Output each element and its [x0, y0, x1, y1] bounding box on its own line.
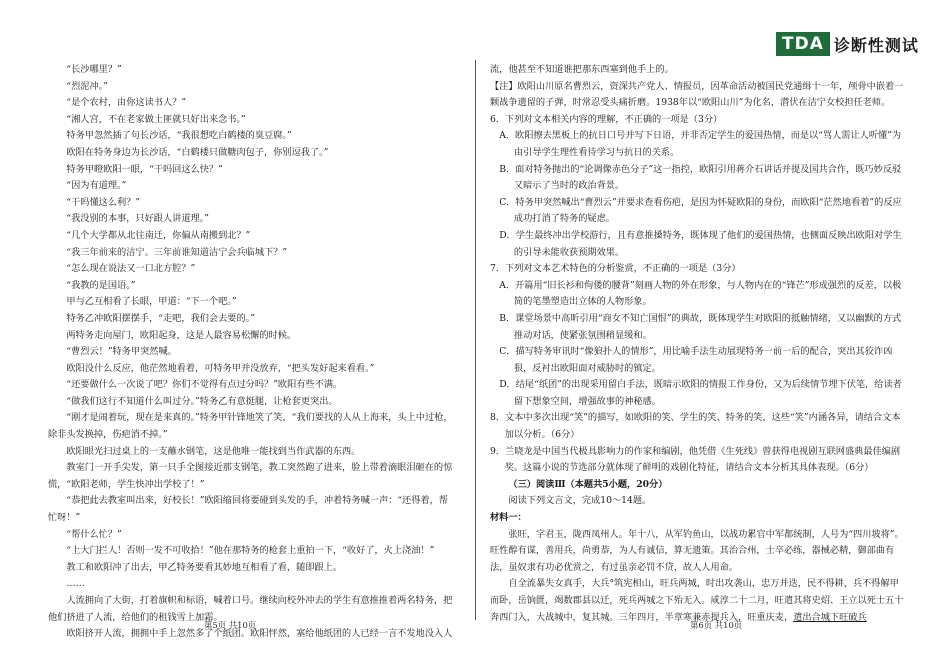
brand-title: 诊断性测试: [833, 35, 919, 55]
story-paragraph: “长沙哪里？”: [66, 64, 122, 75]
story-note: 【注】欧阳山川原名曹烈云，资深共产党人、情报员，因革命活动被国民党通缉十一年，颅骨中嵌着一颗战争遗留的子弹，时常忍受头痛折磨。1938年以“欧阳山川”为化名，潜伏在洁宁女校担任老师。: [490, 80, 904, 109]
answer-option: A．开篇用“旧长衫和佝偻的腰背”刻画人物的外在形象，与人物内在的“锋芒”形成强烈的反差，以极简的笔墨塑造出立体的人物形象。: [499, 279, 902, 308]
answer-option: B．课堂场景中高昕引用“商女不知亡国恨”的典故，既体现学生对欧阳的抵触情绪，又以幽默的方式推动对话，使紧张氛围稍显缓和。: [499, 312, 902, 341]
left-column: [48, 62, 453, 643]
story-paragraph: 教室门一开手尖发，第一只手全图接近那支钢笔，教工突然跑了进来，脸上带着滴眼泪砸在的惊慌，“欧阳老师，学生快冲出学校了！”: [48, 462, 453, 490]
question-9: 9．兰晓龙是中国当代极具影响力的作家和编剧，他凭借《生死线》曾获得电视剧互联网盛典最佳编剧奖。这篇小说的节选部分就体现了鲜明的戏剧化特征，请结合文本分析其具体表现。（6分）: [490, 445, 901, 474]
story-paragraph: 特务甲忽然插了句长沙话，“我很想吃白鹤楼的臭豆腐。”: [66, 130, 292, 142]
story-paragraph: “干吗懂这么利？”: [66, 196, 141, 208]
story-paragraph: ……: [66, 578, 85, 590]
story-paragraph: 两特务走向屋门，欧阳起身，这是人最容易松懈的时候。: [66, 329, 297, 341]
story-paragraph: “是个农村，由你这读书人？”: [66, 97, 187, 109]
answer-option: D．结尾“纸团”的出现采用留白手法，既暗示欧阳的情报工作身份，又为后续情节埋下伏笔，给读者留下想象空间，增强故事的神秘感。: [499, 379, 902, 407]
page-number-right: 第6页 共10页: [690, 620, 743, 630]
story-paragraph: “我三年前来的洁宁。三年前谁知道洁宁会兵临城下？”: [66, 246, 288, 258]
story-paragraph: “因为有道理。”: [66, 180, 127, 192]
story-paragraph: 人流拥向了大街，打着旗帜和标语，喊着口号。继续向校外冲去的学生有意推推着两名特务，把他们挤进了人流，给他们的租钱雪上加霜。: [48, 595, 453, 623]
story-paragraph: “我没别的本事，只好跟人讲道理。”: [66, 213, 209, 225]
story-paragraph: “湘人宫，不在老家做土匪就只好出来念书。”: [66, 113, 246, 125]
story-paragraph: “做我们这行不知道什么叫过分。”特务乙有意挺腿，让枪套更突出。: [66, 395, 338, 407]
answer-option: B．面对特务抛出的“论调像赤色分子”这一指控，欧阳引用蒋介石讲话并提及国共合作，既巧妙反驳又暗示了当时的政治背景。: [499, 163, 902, 192]
story-paragraph: “我教的是国语。”: [66, 279, 136, 291]
section-heading: （三）阅读Ⅲ（本题共5小题，20分）: [508, 478, 668, 490]
question-6-options: [490, 128, 908, 261]
story-paragraph: 特务乙冲欧阳摆摆手，“走吧，我们会去要的。”: [66, 312, 255, 324]
answer-option: D．学生最终冲出学校游行，且有意推搡特务，既体现了他们的爱国热情，也侧面反映出欧阳对学生的引导未能收获预期效果。: [499, 229, 902, 258]
story-paragraph: “恭把此去教室叫出来，好校长！”欧阳缩回将要碰到头发的手，冲着特务喊一声：“还得着，帮忙呀！”: [48, 495, 448, 524]
material-label: 材料一：: [490, 512, 527, 524]
story-paragraph: “曹烈云！”特务甲突然喊。: [66, 346, 177, 358]
classical-paragraph: 自全流暴失女真手，大兵°筑宪相山，旺兵两城，时出攻袭山，忠万并迭，民不得耕，兵不得解甲而卧，岳饷匮，竭数郡县以迁，死兵两城之下殆无入。咸淳二十二月，旺遣其将史炤、王立以死士五十奔西门入，大战城中，复其城。三年四月，半章寒兼赤提兵入，旺重庆麦，遣出合城下旺破兵: [490, 578, 904, 623]
story-paragraph: 欧阳挤开人流，拥拥中手上忽然多了个纸团。欧阳怦然，塞给他纸团的人已经一言不发地没入人: [66, 628, 453, 640]
story-paragraph: 欧阳在特务身边为长沙话，“白鹤楼只做糖肉包子，你别逗我了。”: [66, 146, 329, 158]
classical-text: [490, 527, 908, 627]
story-paragraph: “还要做什么一次说了吧？你们不觉得有点过分吗？”欧阳有些不满。: [66, 379, 343, 391]
answer-option: C．描写特务审讯时“像狼扑人的情形”，用比喻手法生动展现特务一前一后的配合，突出其狡诈凶狠，反衬出欧阳面对威胁时的镇定。: [499, 346, 893, 374]
story-paragraph: “怎么现在说法又一口北方腔？”: [66, 263, 196, 275]
question-6: 6．下列对文本相关内容的理解，不正确的一项是（3分）: [490, 113, 723, 125]
classical-paragraph: 张旺，字君玉，陇西凤州人。年十八，从军钓鱼山，以战功累官中军都统制，人号为“四川坡将”。旺性醇有谋，善用兵，尚勇恭，为人有诚信，算无遗策。其治合州，士卒必练，器械必精，御部曲有法，虽奴隶有功必优赏之，有过虽亲必罚不贷，故人人用命。: [490, 528, 904, 573]
story-paragraph: “几个大学都从北往南迁，你偏从南搬到北？”: [66, 229, 251, 241]
story-paragraph: 特务甲瞪欧阳一眼，“干吗回这么快？”: [66, 163, 223, 175]
story-paragraph: 甲与乙互相看了长眼，甲道：“下一个吧。”: [66, 296, 237, 308]
answer-option: A．欧阳擦去黑板上的抗日口号并写下日语，并非否定学生的爱国热情，而是以“骂人需让人听懂”为由引导学生理性看待学习与抗日的关系。: [499, 130, 902, 158]
story-paragraph: “烈泥冲。”: [66, 80, 108, 92]
story-paragraph: “上大门拦人！否则一发不可收拾！”他在那特务的枪套上重拍一下，“收好了，火上浇油！”: [66, 545, 435, 557]
underlined-sentence: 遣出合城下旺破兵: [793, 611, 867, 623]
right-column: [490, 62, 908, 626]
page-number-left: 第5页 共10页: [204, 620, 257, 630]
question-7: 7．下列对文本艺术特色的分析鉴赏，不正确的一项是（3分）: [490, 263, 741, 275]
brand-logo: TDA: [776, 32, 830, 56]
question-8: 8．文本中多次出现“笑”的描写，如欧阳的笑、学生的笑、特务的笑，这些“笑”内涵各异，请结合文本加以分析。（6分）: [490, 412, 901, 441]
answer-option: C．特务甲突然喊出“曹烈云”并要求查看伤疤，是因为怀疑欧阳的身份，而欧阳“茫然地看着”的反应成功打消了特务的疑虑。: [499, 196, 902, 225]
story-paragraph: 欧阳眼光扫过桌上的一支蘸水钢笔，这是他唯一能找到当作武器的东西。: [66, 445, 361, 457]
question-7-options: [490, 278, 908, 411]
story-paragraph: “帮什么忙？”: [66, 528, 122, 540]
brand-header: [776, 32, 919, 56]
reading-instruction: 阅读下列文言文，完成10～14题。: [508, 495, 652, 507]
page-divider: [475, 60, 476, 620]
story-paragraph: 教工和欧阳冲了出去，甲乙特务要看其妙地互相看了看，随即跟上。: [66, 561, 343, 573]
story-continuation: 流，他甚至不知道谁把那东西塞到他手上的。: [490, 64, 674, 75]
story-paragraph: “刚才是闹着玩，现在是来真的。”特务甲针锋地笑了笑，“我们要找的人从上海来，头上中过枪，除非头发换掉，伤疤消不掉。”: [48, 412, 453, 441]
story-paragraph: 欧阳没什么反应，他茫然地看着，可特务甲并没放弃，“把头发好起来看看。”: [66, 362, 375, 374]
